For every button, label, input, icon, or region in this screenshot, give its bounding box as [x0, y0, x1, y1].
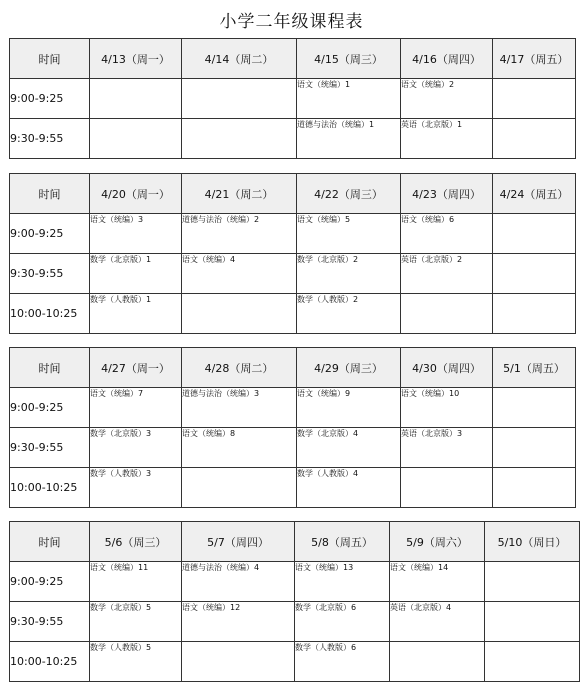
header-cell: 时间 [10, 39, 90, 79]
lesson-cell: 语文（统编）2 [401, 79, 493, 119]
time-slot: 9:00-9:25 [10, 79, 90, 119]
lesson-cell: 英语（北京版）2 [401, 254, 493, 294]
lesson-cell [493, 388, 576, 428]
schedule-table-week-3 [9, 347, 576, 508]
lesson-cell: 道德与法治（统编）2 [182, 214, 297, 254]
table-row [10, 428, 576, 468]
lesson-cell [493, 119, 576, 159]
lesson-cell: 道德与法治（统编）3 [182, 388, 297, 428]
table-row [10, 468, 576, 508]
lesson-cell: 道德与法治（统编）4 [182, 562, 295, 602]
lesson-cell: 数学（人教版）4 [297, 468, 401, 508]
header-cell: 时间 [10, 348, 90, 388]
lesson-cell: 数学（北京版）4 [297, 428, 401, 468]
lesson-cell: 英语（北京版）4 [390, 602, 485, 642]
lesson-cell [485, 602, 580, 642]
lesson-cell [90, 119, 182, 159]
lesson-cell: 语文（统编）14 [390, 562, 485, 602]
lesson-cell [182, 294, 297, 334]
page-title: 小学二年级课程表 [219, 12, 364, 32]
header-cell: 4/13（周一） [90, 39, 182, 79]
lesson-cell: 语文（统编）13 [295, 562, 390, 602]
lesson-cell [493, 468, 576, 508]
lesson-cell: 语文（统编）11 [90, 562, 182, 602]
lesson-cell: 数学（人教版）2 [297, 294, 401, 334]
header-cell: 5/8（周五） [295, 522, 390, 562]
header-cell: 5/10（周日） [485, 522, 580, 562]
header-cell: 5/6（周三） [90, 522, 182, 562]
table-row [10, 79, 576, 119]
time-slot: 9:30-9:55 [10, 119, 90, 159]
header-cell: 4/17（周五） [493, 39, 576, 79]
table-row [10, 602, 580, 642]
lesson-cell [493, 214, 576, 254]
schedule-table-week-2 [9, 173, 576, 334]
time-slot: 9:30-9:55 [10, 254, 90, 294]
lesson-cell: 语文（统编）8 [182, 428, 297, 468]
lesson-cell: 数学（人教版）5 [90, 642, 182, 682]
lesson-cell [493, 254, 576, 294]
schedule-table-week-4 [9, 521, 580, 682]
time-slot: 9:00-9:25 [10, 388, 90, 428]
table-row [10, 254, 576, 294]
lesson-cell [182, 79, 297, 119]
header-cell: 4/20（周一） [90, 174, 182, 214]
lesson-cell: 语文（统编）12 [182, 602, 295, 642]
header-cell: 4/23（周四） [401, 174, 493, 214]
header-cell: 5/1（周五） [493, 348, 576, 388]
lesson-cell [390, 642, 485, 682]
time-slot: 9:30-9:55 [10, 602, 90, 642]
header-cell: 4/22（周三） [297, 174, 401, 214]
header-cell: 时间 [10, 174, 90, 214]
header-cell: 4/14（周二） [182, 39, 297, 79]
header-cell: 4/24（周五） [493, 174, 576, 214]
lesson-cell: 语文（统编）5 [297, 214, 401, 254]
lesson-cell [493, 79, 576, 119]
lesson-cell: 数学（北京版）2 [297, 254, 401, 294]
time-slot: 10:00-10:25 [10, 468, 90, 508]
lesson-cell [90, 79, 182, 119]
header-cell: 5/7（周四） [182, 522, 295, 562]
table-row [10, 562, 580, 602]
lesson-cell: 英语（北京版）1 [401, 119, 493, 159]
lesson-cell [493, 428, 576, 468]
time-slot: 9:00-9:25 [10, 562, 90, 602]
lesson-cell [182, 119, 297, 159]
header-cell: 4/28（周二） [182, 348, 297, 388]
schedule-table-week-1 [9, 38, 576, 159]
lesson-cell: 语文（统编）1 [297, 79, 401, 119]
lesson-cell: 数学（北京版）1 [90, 254, 182, 294]
lesson-cell [182, 642, 295, 682]
lesson-cell: 道德与法治（统编）1 [297, 119, 401, 159]
lesson-cell [401, 294, 493, 334]
time-slot: 9:00-9:25 [10, 214, 90, 254]
table-row [10, 294, 576, 334]
header-cell: 时间 [10, 522, 90, 562]
header-cell: 4/27（周一） [90, 348, 182, 388]
table-row [10, 119, 576, 159]
lesson-cell [401, 468, 493, 508]
lesson-cell: 数学（北京版）3 [90, 428, 182, 468]
lesson-cell: 语文（统编）7 [90, 388, 182, 428]
time-slot: 9:30-9:55 [10, 428, 90, 468]
lesson-cell: 数学（人教版）3 [90, 468, 182, 508]
table-row [10, 214, 576, 254]
header-cell: 4/16（周四） [401, 39, 493, 79]
lesson-cell: 英语（北京版）3 [401, 428, 493, 468]
lesson-cell [182, 468, 297, 508]
header-cell: 4/21（周二） [182, 174, 297, 214]
lesson-cell: 语文（统编）6 [401, 214, 493, 254]
header-cell: 4/30（周四） [401, 348, 493, 388]
time-slot: 10:00-10:25 [10, 294, 90, 334]
lesson-cell: 语文（统编）3 [90, 214, 182, 254]
table-row [10, 642, 580, 682]
header-cell: 4/29（周三） [297, 348, 401, 388]
lesson-cell [493, 294, 576, 334]
lesson-cell: 语文（统编）10 [401, 388, 493, 428]
lesson-cell: 数学（人教版）6 [295, 642, 390, 682]
lesson-cell [485, 642, 580, 682]
lesson-cell: 数学（北京版）6 [295, 602, 390, 642]
lesson-cell [485, 562, 580, 602]
time-slot: 10:00-10:25 [10, 642, 90, 682]
table-row [10, 388, 576, 428]
lesson-cell: 语文（统编）4 [182, 254, 297, 294]
lesson-cell: 数学（北京版）5 [90, 602, 182, 642]
lesson-cell: 语文（统编）9 [297, 388, 401, 428]
lesson-cell: 数学（人教版）1 [90, 294, 182, 334]
header-cell: 5/9（周六） [390, 522, 485, 562]
header-cell: 4/15（周三） [297, 39, 401, 79]
